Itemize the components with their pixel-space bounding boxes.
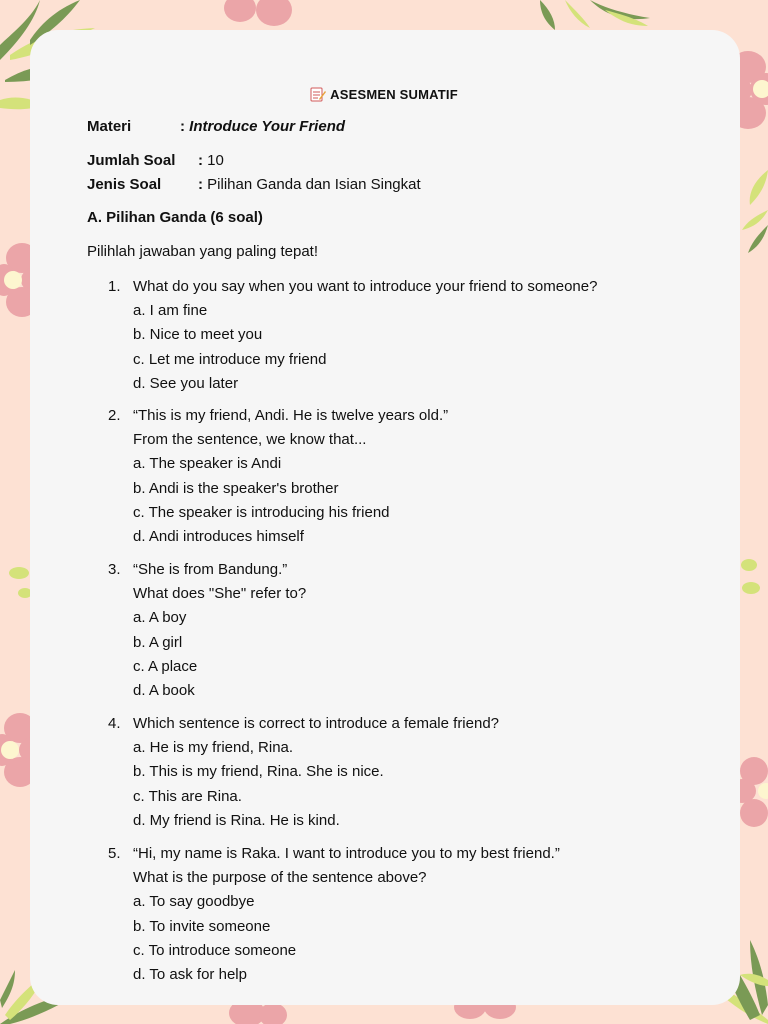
option-b: b. This is my friend, Rina. She is nice. (133, 763, 384, 781)
question-number: 1. (108, 278, 121, 295)
option-a: a. The speaker is Andi (133, 455, 282, 473)
instruction-text: Pilihlah jawaban yang paling tepat! (87, 243, 318, 260)
meta-colon: : (180, 118, 190, 135)
meta-materi (87, 118, 345, 135)
meta-jumlah-soal (87, 152, 224, 169)
document-title (0, 86, 768, 102)
memo-icon (310, 86, 326, 102)
question-number: 2. (108, 407, 121, 424)
question-2 (108, 404, 708, 549)
meta-jumlah-value: 10 (207, 152, 224, 169)
question-number: 3. (108, 561, 121, 578)
question-text: “This is my friend, Andi. He is twelve years old.” (133, 407, 449, 424)
option-c: c. This are Rina. (133, 787, 242, 805)
option-b: b. A girl (133, 633, 183, 651)
question-text: “Hi, my name is Raka. I want to introduce you to my best friend.” (133, 845, 560, 862)
question-text: Which sentence is correct to introduce a female friend? (133, 715, 500, 732)
option-a: a. To say goodbye (133, 893, 255, 911)
question-text-continued: What is the purpose of the sentence above? (133, 869, 427, 887)
option-d: d. See you later (133, 374, 239, 392)
option-d: d. A book (133, 681, 195, 699)
option-d: d. Andi introduces himself (133, 527, 304, 545)
question-text-continued: What does "She" refer to? (133, 585, 307, 603)
option-b: b. To invite someone (133, 917, 271, 935)
meta-colon: : (198, 176, 208, 193)
document-title-text: ASESMEN SUMATIF (330, 87, 458, 102)
flower-decoration-top (222, 0, 297, 30)
option-c: c. The speaker is introducing his friend (133, 503, 390, 521)
question-number: 4. (108, 715, 121, 732)
question-text-continued: From the sentence, we know that... (133, 431, 367, 449)
option-a: a. A boy (133, 609, 187, 627)
leaf-decoration-left-mid (5, 555, 33, 605)
option-c: c. Let me introduce my friend (133, 350, 327, 368)
option-c: c. To introduce someone (133, 941, 297, 959)
meta-jumlah-label: Jumlah Soal (87, 152, 176, 169)
meta-materi-value: Introduce Your Friend (189, 118, 346, 135)
question-5 (108, 842, 708, 987)
meta-jenis-label: Jenis Soal (87, 176, 162, 193)
meta-colon: : (198, 152, 208, 169)
option-a: a. I am fine (133, 302, 208, 320)
question-text: What do you say when you want to introduce your friend to someone? (133, 278, 598, 295)
option-b: b. Andi is the speaker's brother (133, 479, 339, 497)
meta-jenis-soal (87, 176, 421, 193)
option-a: a. He is my friend, Rina. (133, 739, 294, 757)
question-3 (108, 558, 708, 703)
leaf-decoration-right (740, 165, 768, 255)
question-1 (108, 275, 708, 396)
question-text: “She is from Bandung.” (133, 561, 288, 578)
meta-materi-label: Materi (87, 118, 132, 135)
question-number: 5. (108, 845, 121, 862)
meta-jenis-value: Pilihan Ganda dan Isian Singkat (207, 176, 421, 193)
option-d: d. My friend is Rina. He is kind. (133, 811, 340, 829)
section-title: A. Pilihan Ganda (6 soal) (87, 209, 263, 226)
option-b: b. Nice to meet you (133, 326, 263, 344)
option-c: c. A place (133, 657, 198, 675)
option-d: d. To ask for help (133, 965, 247, 983)
question-4 (108, 712, 708, 833)
